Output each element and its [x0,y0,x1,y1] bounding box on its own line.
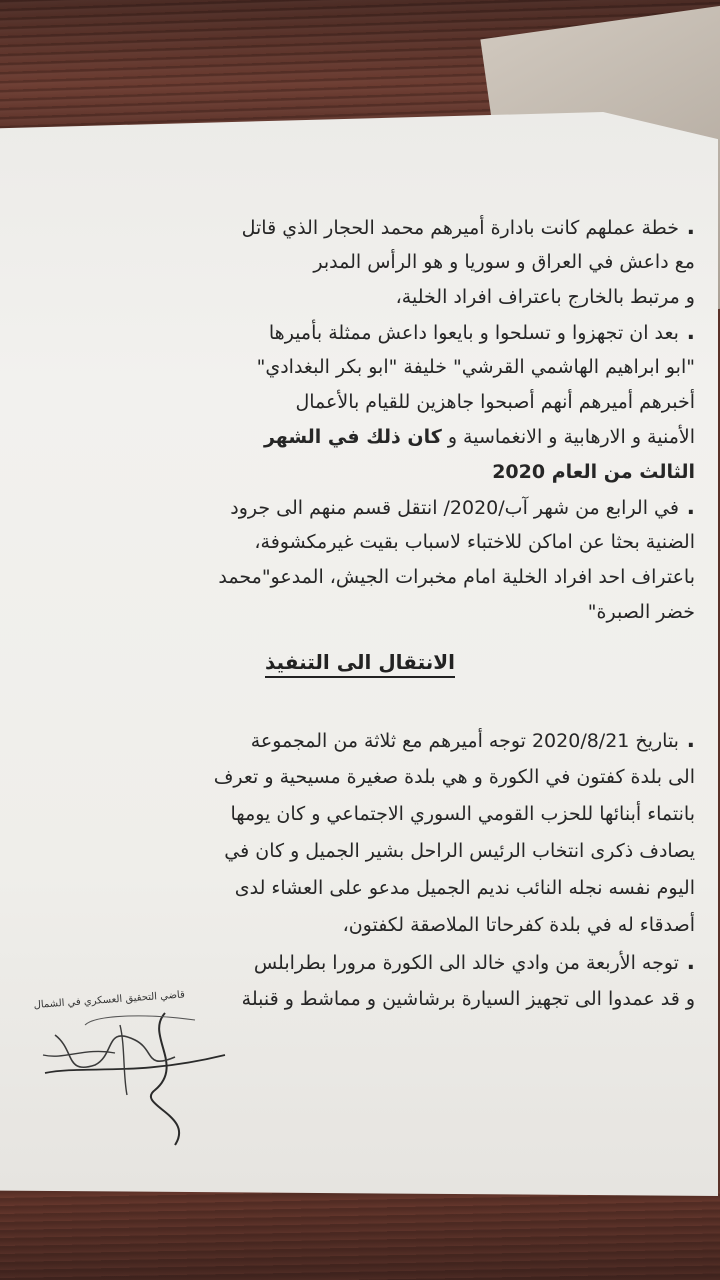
bullet-mark: . [678,950,695,975]
text-line [40,944,695,981]
text-line [40,833,695,870]
text-line [40,455,695,490]
text-line [40,722,695,759]
line-text: بعد ان تجهزوا و تسلحوا و بايعوا داعش ممثلة بأميرها [268,322,679,344]
line-text: "ابو ابراهيم الهاشمي القرشي" خليفة "ابو بكر البغدادي" [256,356,695,378]
line-text: الى بلدة كفتون في الكورة و هي بلدة صغيرة مسيحية و تعرف [213,766,695,788]
text-line [40,907,695,944]
line-text: الضنية بحثا عن اماكن للاختباء لاسباب بقيت غيرمكشوفة، [254,531,695,553]
line-text: مع داعش في العراق و سوريا و هو الرأس المدبر [313,251,695,273]
text-line [40,245,695,280]
line-text: يصادف ذكرى انتخاب الرئيس الراحل بشير الجميل و كان في [224,840,695,862]
text-line [40,420,695,455]
text-line [40,759,695,796]
line-bold-text: كان ذلك في الشهر [263,426,442,448]
line-text: اليوم نفسه نجله النائب نديم الجميل مدعو على العشاء لدى [234,877,695,899]
line-text: و قد عمدوا الى تجهيز السيارة برشاشين و مماشط و قنبلة [241,988,695,1010]
section-heading [240,650,480,674]
text-line [40,870,695,907]
text-line [40,210,695,245]
text-line [40,350,695,385]
text-line [40,385,695,420]
bullet-mark: . [678,320,695,345]
line-text: و مرتبط بالخارج باعتراف افراد الخلية، [395,286,695,308]
text-line [40,796,695,833]
document-body-bottom [40,722,695,1018]
bullet-mark: . [678,728,695,753]
text-line [40,490,695,525]
handwritten-signature [25,995,235,1155]
line-text: باعتراف احد افراد الخلية امام مخبرات الجيش، المدعو"محمد [218,566,695,588]
line-text: الأمنية و الارهابية و الانغماسية و [447,426,695,448]
text-line [40,280,695,315]
signature-stamp [25,989,235,1155]
line-text: توجه الأربعة من وادي خالد الى الكورة مرورا بطرابلس [253,952,679,974]
line-text: أخبرهم أميرهم أنهم أصبحوا جاهزين للقيام بالأعمال [295,391,695,413]
stamp-text: قاضي التحقيق العسكري في الشمال [33,989,186,1011]
line-text: الثالث من العام 2020 [492,461,695,483]
text-line [40,315,695,350]
line-text: بتاريخ 2020/8/21 توجه أميرهم مع ثلاثة من المجموعة [250,730,679,752]
line-text: في الرابع من شهر آب/2020/ انتقل قسم منهم الى جرود [230,497,679,519]
document-body-top [40,210,695,630]
line-text: بانتماء أبنائها للحزب القومي السوري الاجتماعي و كان يومها [230,803,695,825]
line-text: خضر الصبرة" [587,601,695,623]
line-text: أصدقاء له في بلدة كفرحاتا الملاصقة لكفتون، [342,914,695,936]
text-line [40,595,695,630]
bullet-mark: . [678,215,695,240]
bullet-mark: . [678,495,695,520]
line-text: خطة عملهم كانت بادارة أميرهم محمد الحجار الذي قاتل [241,217,679,239]
text-line [40,560,695,595]
wooden-table-bottom [0,1190,720,1280]
section-heading-text: الانتقال الى التنفيذ [265,650,455,678]
text-line [40,525,695,560]
